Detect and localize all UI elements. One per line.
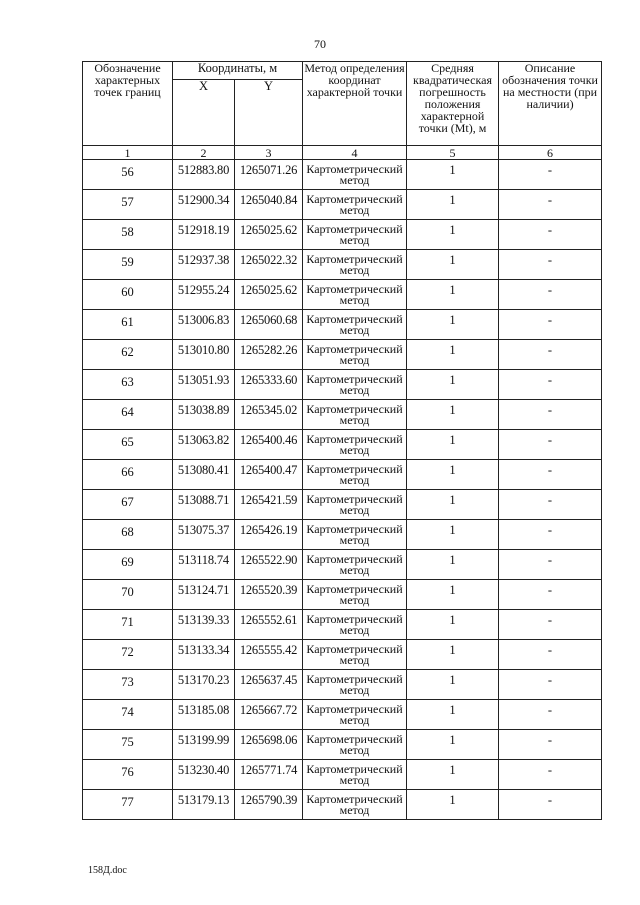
description-cell: - xyxy=(499,490,602,520)
column-number: 4 xyxy=(303,146,407,160)
x-coordinate-cell: 513038.89 xyxy=(173,400,235,430)
y-coordinate-cell: 1265790.39 xyxy=(235,790,303,820)
point-cell: 70 xyxy=(83,580,173,610)
error-cell: 1 xyxy=(407,640,499,670)
y-coordinate-cell: 1265345.02 xyxy=(235,400,303,430)
header-coordinates: Координаты, м xyxy=(173,62,303,80)
x-coordinate-cell: 513185.08 xyxy=(173,700,235,730)
error-cell: 1 xyxy=(407,400,499,430)
y-coordinate-cell: 1265040.84 xyxy=(235,190,303,220)
x-coordinate-cell: 513080.41 xyxy=(173,460,235,490)
y-coordinate-cell: 1265667.72 xyxy=(235,700,303,730)
x-coordinate-cell: 513010.80 xyxy=(173,340,235,370)
method-cell: Картометрический метод xyxy=(303,160,407,190)
table-row xyxy=(83,400,602,430)
method-cell: Картометрический метод xyxy=(303,340,407,370)
y-coordinate-cell: 1265060.68 xyxy=(235,310,303,340)
error-cell: 1 xyxy=(407,670,499,700)
error-cell: 1 xyxy=(407,610,499,640)
point-cell: 74 xyxy=(83,700,173,730)
header-x: X xyxy=(173,80,235,146)
table-row xyxy=(83,250,602,280)
column-number: 5 xyxy=(407,146,499,160)
error-cell: 1 xyxy=(407,790,499,820)
method-cell: Картометрический метод xyxy=(303,280,407,310)
method-cell: Картометрический метод xyxy=(303,490,407,520)
table-row xyxy=(83,610,602,640)
point-cell: 59 xyxy=(83,250,173,280)
error-cell: 1 xyxy=(407,520,499,550)
point-cell: 68 xyxy=(83,520,173,550)
x-coordinate-cell: 512955.24 xyxy=(173,280,235,310)
error-cell: 1 xyxy=(407,430,499,460)
description-cell: - xyxy=(499,520,602,550)
method-cell: Картометрический метод xyxy=(303,730,407,760)
y-coordinate-cell: 1265025.62 xyxy=(235,280,303,310)
y-coordinate-cell: 1265771.74 xyxy=(235,760,303,790)
y-coordinate-cell: 1265400.47 xyxy=(235,460,303,490)
point-cell: 65 xyxy=(83,430,173,460)
method-cell: Картометрический метод xyxy=(303,220,407,250)
error-cell: 1 xyxy=(407,760,499,790)
point-cell: 56 xyxy=(83,160,173,190)
table-row xyxy=(83,670,602,700)
table-row xyxy=(83,460,602,490)
method-cell: Картометрический метод xyxy=(303,190,407,220)
point-cell: 77 xyxy=(83,790,173,820)
x-coordinate-cell: 513051.93 xyxy=(173,370,235,400)
header-y: Y xyxy=(235,80,303,146)
method-cell: Картометрический метод xyxy=(303,670,407,700)
method-cell: Картометрический метод xyxy=(303,310,407,340)
x-coordinate-cell: 513179.13 xyxy=(173,790,235,820)
error-cell: 1 xyxy=(407,190,499,220)
table-row xyxy=(83,190,602,220)
error-cell: 1 xyxy=(407,310,499,340)
point-cell: 61 xyxy=(83,310,173,340)
error-cell: 1 xyxy=(407,370,499,400)
table-row xyxy=(83,760,602,790)
header-point-designation: Обозначение характерных точек границ xyxy=(83,62,173,146)
y-coordinate-cell: 1265022.32 xyxy=(235,250,303,280)
method-cell: Картометрический метод xyxy=(303,700,407,730)
x-coordinate-cell: 512918.19 xyxy=(173,220,235,250)
error-cell: 1 xyxy=(407,160,499,190)
error-cell: 1 xyxy=(407,250,499,280)
description-cell: - xyxy=(499,790,602,820)
column-number: 3 xyxy=(235,146,303,160)
x-coordinate-cell: 513006.83 xyxy=(173,310,235,340)
error-cell: 1 xyxy=(407,490,499,520)
header-error: Средняя квадратическая погрешность положения характерной точки (Mt), м xyxy=(407,62,499,146)
error-cell: 1 xyxy=(407,580,499,610)
table-row xyxy=(83,310,602,340)
x-coordinate-cell: 513170.23 xyxy=(173,670,235,700)
point-cell: 75 xyxy=(83,730,173,760)
error-cell: 1 xyxy=(407,700,499,730)
y-coordinate-cell: 1265426.19 xyxy=(235,520,303,550)
column-number: 6 xyxy=(499,146,602,160)
method-cell: Картометрический метод xyxy=(303,460,407,490)
method-cell: Картометрический метод xyxy=(303,640,407,670)
point-cell: 63 xyxy=(83,370,173,400)
error-cell: 1 xyxy=(407,730,499,760)
table-row xyxy=(83,550,602,580)
table-row xyxy=(83,370,602,400)
table-row xyxy=(83,160,602,190)
y-coordinate-cell: 1265333.60 xyxy=(235,370,303,400)
description-cell: - xyxy=(499,760,602,790)
description-cell: - xyxy=(499,580,602,610)
x-coordinate-cell: 513230.40 xyxy=(173,760,235,790)
x-coordinate-cell: 512937.38 xyxy=(173,250,235,280)
method-cell: Картометрический метод xyxy=(303,250,407,280)
y-coordinate-cell: 1265071.26 xyxy=(235,160,303,190)
description-cell: - xyxy=(499,550,602,580)
y-coordinate-cell: 1265698.06 xyxy=(235,730,303,760)
point-cell: 72 xyxy=(83,640,173,670)
header-description: Описание обозначения точки на местности (при наличии) xyxy=(499,62,602,146)
description-cell: - xyxy=(499,460,602,490)
header-method: Метод определения координат характерной точки xyxy=(303,62,407,146)
y-coordinate-cell: 1265421.59 xyxy=(235,490,303,520)
point-cell: 73 xyxy=(83,670,173,700)
description-cell: - xyxy=(499,340,602,370)
x-coordinate-cell: 512900.34 xyxy=(173,190,235,220)
table-row xyxy=(83,730,602,760)
table-row xyxy=(83,280,602,310)
point-cell: 67 xyxy=(83,490,173,520)
y-coordinate-cell: 1265400.46 xyxy=(235,430,303,460)
table-row xyxy=(83,700,602,730)
y-coordinate-cell: 1265522.90 xyxy=(235,550,303,580)
y-coordinate-cell: 1265637.45 xyxy=(235,670,303,700)
x-coordinate-cell: 513063.82 xyxy=(173,430,235,460)
method-cell: Картометрический метод xyxy=(303,400,407,430)
x-coordinate-cell: 513133.34 xyxy=(173,640,235,670)
point-cell: 66 xyxy=(83,460,173,490)
description-cell: - xyxy=(499,370,602,400)
error-cell: 1 xyxy=(407,550,499,580)
table-row xyxy=(83,220,602,250)
method-cell: Картометрический метод xyxy=(303,520,407,550)
y-coordinate-cell: 1265025.62 xyxy=(235,220,303,250)
x-coordinate-cell: 513199.99 xyxy=(173,730,235,760)
point-cell: 57 xyxy=(83,190,173,220)
x-coordinate-cell: 513075.37 xyxy=(173,520,235,550)
x-coordinate-cell: 513139.33 xyxy=(173,610,235,640)
description-cell: - xyxy=(499,190,602,220)
error-cell: 1 xyxy=(407,340,499,370)
description-cell: - xyxy=(499,610,602,640)
x-coordinate-cell: 513118.74 xyxy=(173,550,235,580)
point-cell: 60 xyxy=(83,280,173,310)
method-cell: Картометрический метод xyxy=(303,550,407,580)
method-cell: Картометрический метод xyxy=(303,790,407,820)
point-cell: 76 xyxy=(83,760,173,790)
y-coordinate-cell: 1265555.42 xyxy=(235,640,303,670)
description-cell: - xyxy=(499,280,602,310)
method-cell: Картометрический метод xyxy=(303,370,407,400)
description-cell: - xyxy=(499,700,602,730)
footer-filename: 158Д.doc xyxy=(88,865,127,876)
error-cell: 1 xyxy=(407,460,499,490)
y-coordinate-cell: 1265282.26 xyxy=(235,340,303,370)
point-cell: 69 xyxy=(83,550,173,580)
description-cell: - xyxy=(499,220,602,250)
error-cell: 1 xyxy=(407,220,499,250)
method-cell: Картометрический метод xyxy=(303,580,407,610)
point-cell: 71 xyxy=(83,610,173,640)
description-cell: - xyxy=(499,400,602,430)
table-row xyxy=(83,490,602,520)
table-row xyxy=(83,430,602,460)
point-cell: 64 xyxy=(83,400,173,430)
description-cell: - xyxy=(499,730,602,760)
point-cell: 62 xyxy=(83,340,173,370)
description-cell: - xyxy=(499,430,602,460)
page-number: 70 xyxy=(314,37,326,51)
x-coordinate-cell: 513124.71 xyxy=(173,580,235,610)
y-coordinate-cell: 1265520.39 xyxy=(235,580,303,610)
description-cell: - xyxy=(499,160,602,190)
description-cell: - xyxy=(499,640,602,670)
description-cell: - xyxy=(499,250,602,280)
error-cell: 1 xyxy=(407,280,499,310)
table-row xyxy=(83,640,602,670)
column-number: 2 xyxy=(173,146,235,160)
method-cell: Картометрический метод xyxy=(303,760,407,790)
method-cell: Картометрический метод xyxy=(303,430,407,460)
table-row xyxy=(83,340,602,370)
y-coordinate-cell: 1265552.61 xyxy=(235,610,303,640)
method-cell: Картометрический метод xyxy=(303,610,407,640)
x-coordinate-cell: 513088.71 xyxy=(173,490,235,520)
description-cell: - xyxy=(499,310,602,340)
table-row xyxy=(83,790,602,820)
table-row xyxy=(83,580,602,610)
point-cell: 58 xyxy=(83,220,173,250)
table-row xyxy=(83,520,602,550)
column-number-row xyxy=(83,146,602,160)
description-cell: - xyxy=(499,670,602,700)
column-number: 1 xyxy=(83,146,173,160)
coordinates-table xyxy=(82,61,602,820)
x-coordinate-cell: 512883.80 xyxy=(173,160,235,190)
